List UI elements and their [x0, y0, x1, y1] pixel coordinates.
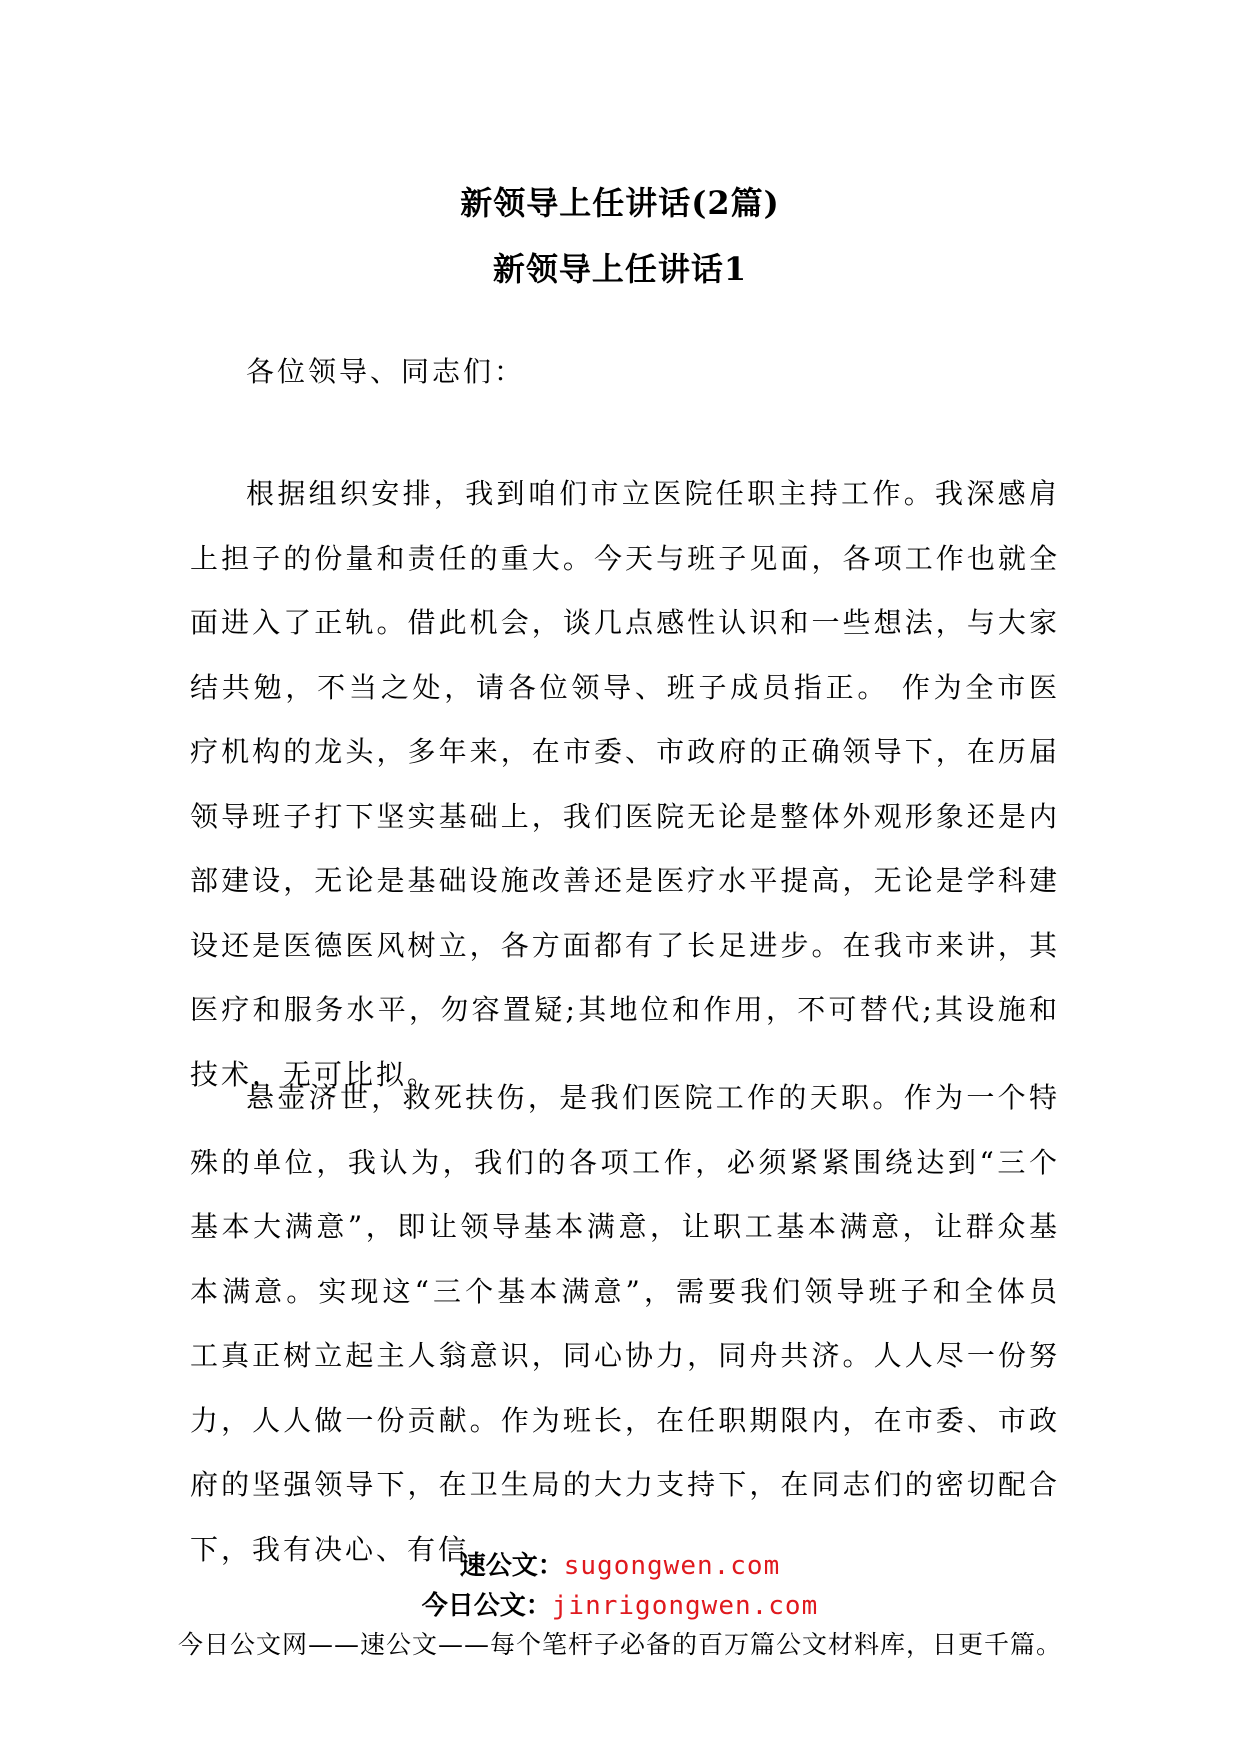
footer-tagline: 今日公文网——速公文——每个笔杆子必备的百万篇公文材料库，日更千篇。 [177, 1630, 1062, 1659]
footer-label: 速公文： [459, 1551, 564, 1581]
footer-sugongwen [0, 1545, 1240, 1582]
document-title: 新领导上任讲话(2篇) [460, 184, 780, 222]
sugongwen-link[interactable]: sugongwen.com [563, 1551, 781, 1581]
jinrigongwen-link[interactable]: jinrigongwen.com [551, 1591, 819, 1621]
salutation: 各位领导、同志们： [246, 355, 526, 388]
footer-label: 今日公文： [421, 1591, 552, 1621]
body-section [190, 1066, 1060, 1582]
footer-jinrigongwen [0, 1585, 1240, 1622]
body-paragraph: 根据组织安排，我到咱们市立医院任职主持工作。我深感肩上担子的份量和责任的重大。今天与班子见面，各项工作也就全面进入了正轨。借此机会，谈几点感性认识和一些想法，与大家结共勉，不当之处，请各位领导、班子成员指正。 作为全市医疗机构的龙头，多年来，在市委、市政府的正确领导下，在历届领导班子打下坚实基础上，我们医院无论是整体外观形象还是内部建设，无论是基础设施改善还是医疗水平提高，无论是学科建设还是医德医风树立，各方面都有了长足进步。在我市来讲，其医疗和服务水平，勿容置疑;其地位和作用，不可替代;其设施和技术，无可比拟。 [190, 477, 1060, 1091]
body-paragraph: 悬壶济世，救死扶伤，是我们医院工作的天职。作为一个特殊的单位，我认为，我们的各项工作，必须紧紧围绕达到“三个基本大满意”，即让领导基本满意，让职工基本满意，让群众基本满意。实现这“三个基本满意”，需要我们领导班子和全体员工真正树立起主人翁意识，同心协力，同舟共济。人人尽一份努力，人人做一份贡献。作为班长，在任职期限内，在市委、市政府的坚强领导下，在卫生局的大力支持下，在同志们的密切配合下，我有决心、有信 [190, 1081, 1060, 1566]
body-section [190, 462, 1060, 1107]
document-subtitle: 新领导上任讲话1 [492, 250, 748, 288]
